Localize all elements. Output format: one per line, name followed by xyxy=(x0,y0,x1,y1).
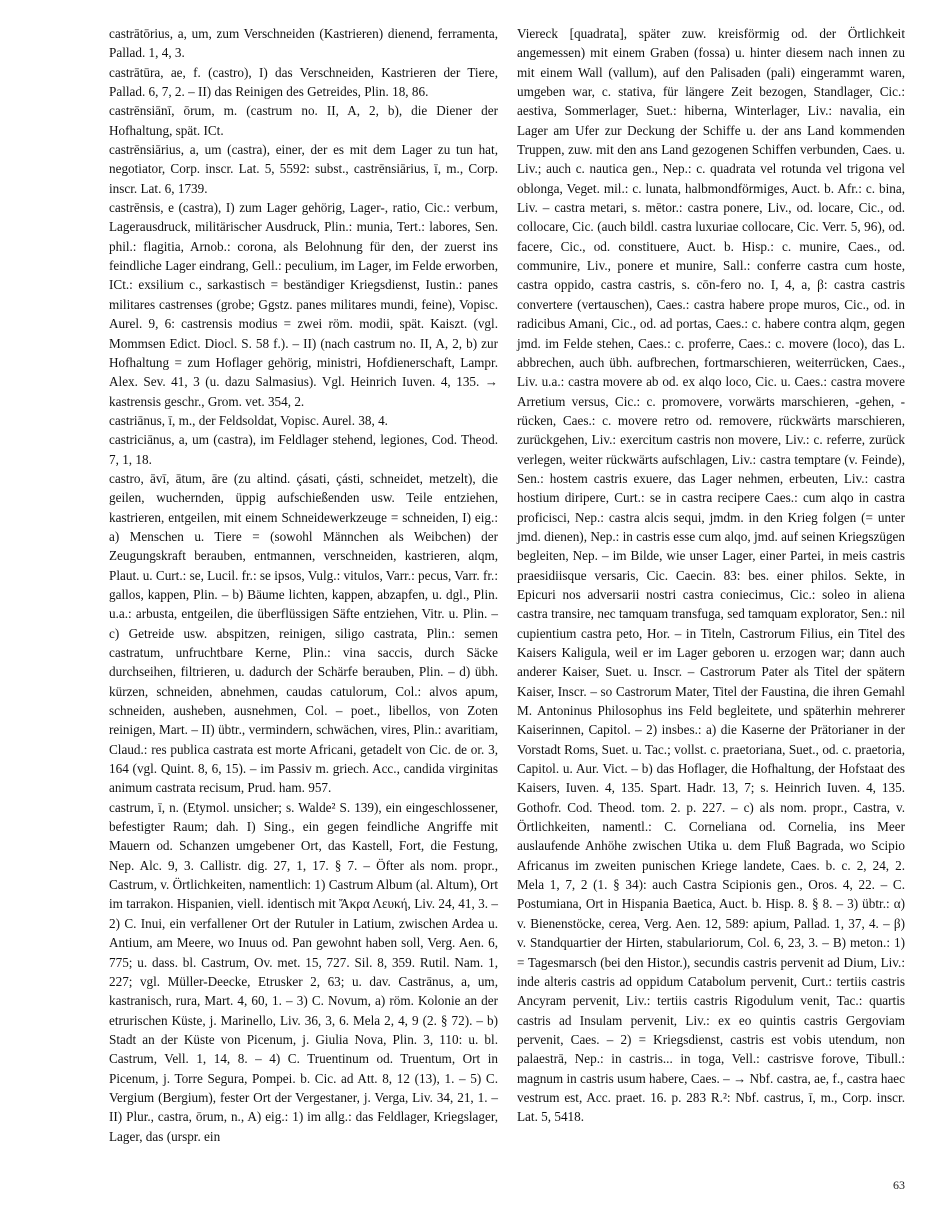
entry-castricianus: castriciānus, a, um (castra), im Feldlager stehend, legiones, Cod. Theod. 7, 1, 18. xyxy=(109,432,498,467)
entry-castrensiarius: castrēnsiārius, a, um (castra), einer, der es mit dem Lager zu tun hat, negotiator, Corp. inscr. Lat. 5, 5592: subst., castrēnsiārius, ī, m., Corp. inscr. Lat. 6, 1739. xyxy=(109,142,498,196)
left-column xyxy=(109,24,498,1146)
right-column xyxy=(517,24,905,1127)
entry-castro: castro, āvī, ātum, āre (zu altind. çásati, çásti, schneidet, metzelt), die geilen, wuchernden, üppig aufschießenden usw. Teile entziehen, kastrieren, entgeilen, mit einem Schneidewerkzeuge = schneiden, I) eig.: a) Menschen u. Tiere = (sowohl Männchen als Weibchen) der Zeugungskraft berauben, entmannen, verschneiden, kastrieren, alqm, Plaut. u. Curt.: se, Lucil. fr.: se ipsos, Vulg.: vitulos, Varr.: pecus, Varr. fr.: gallos, kappen, Plin. – b) Bäume lichten, kappen, abzapfen, u. dgl., Plin. u.a.: arbusta, entgeilen, die überflüssigen Säfte entziehen, Vitr. u. Plin. – c) Getreide usw. abspitzen, reinigen, siligo castrata, Plin.: semen castratum, unfruchtbare Kerne, Plin.: vina saccis, durch Säcke durchseihen, filtrieren, u. dadurch der Schärfe berauben, Plin. – d) übh. kürzen, schneiden, abnehmen, caudas catulorum, Col.: alvos apum, schneiden, ausheben, ausnehmen, Col. – poet., libellos, von Zoten reinigen, Mart. – II) übtr., vermindern, schwächen, vires, Plin.: avaritiam, Claud.: res publica castrata est morte Africani, getadelt von Cic. de or. 3, 164 (vgl. Quint. 8, 6, 15). – im Passiv m. griech. Acc., candida virginitas animum castrata recisum, Prud. ham. 957. xyxy=(109,470,498,796)
entry-castratura: castrātūra, ae, f. (castro), I) das Verschneiden, Kastrieren der Tiere, Pallad. 6, 7, 2. – II) das Reinigen des Getreides, Plin. 18, 86. xyxy=(109,64,498,100)
entry-castrum: castrum, ī, n. (Etymol. unsicher; s. Walde² S. 139), ein eingeschlossener, befestigter Raum; dah. I) Sing., ein gegen feindliche Angriffe mit Mauern od. Schanzen umgebener Ort, das Kastell, Fort, die Festung, Nep. Alc. 9, 3. Callistr. dig. 27, 1, 17. § 7. – Öfter als nom. propr., Castrum, v. Örtlichkeiten, namentlich: 1) Castrum Album (al. Altum), Ort im tarrakon. Hispanien, viell. identisch mit Ἄκρα Λευκή, Liv. 24, 41, 3. – 2) C. Inui, ein verfallener Ort der Rutuler in Latium, zwischen Ardea u. Antium, am Meere, wo Inuus od. Pan gewohnt haben soll, Verg. Aen. 6, 775; u. dass. bl. Castrum, Ov. met. 15, 727. Sil. 8, 359. Rutil. Nam. 1, 227; vgl. Müller-Deecke, Etrusker 2, 63; u. dav. Castrānus, a, um, kastranisch, rura, Mart. 4, 60, 1. – 3) C. Novum, a) röm. Kolonie an der etrurischen Küste, j. Marinello, Liv. 36, 3, 6. Mela 2, 4, 9 (2. § 72). – b) Stadt an der Küste von Picenum, j. Giulia Nova, Plin. 3, 110: u. bl. Castrum, Vell. 1, 14, 8. – 4) C. Truentinum od. Truentum, Ort in Picenum, j. Torre Segura, Pompei. b. Cic. ad Att. 8, 12 (13), 1. – 5) C. Vergium (Bergium), fester Ort der Vergestaner, j. Verga, Liv. 34, 21, 1. – II) Plur., castra, ōrum, n., A) eig.: 1) im allg.: das Feldlager, Kriegslager, Lager, das (urspr. ein xyxy=(109,799,498,1144)
entry-castrianus: castriānus, ī, m., der Feldsoldat, Vopisc. Aurel. 38, 4. xyxy=(109,412,388,428)
page-number: 63 xyxy=(893,1178,905,1192)
entry-castrensis: castrēnsis, e (castra), I) zum Lager gehörig, Lager-, ratio, Cic.: verbum, Lagerausdruck, militärischer Ausdruck, Plin.: munia, Tert.: labores, Sen. phil.: flagitia, Arnob.: corona, als Belohnung für den, der zuerst ins feindliche Lager eindrang, Gell.: peculium, im Lager, im Felde erworben, ICt.: exsilium c., sarkastisch = beständiger Kriegsdienst, Iustin.: panes militares castrenses (grobe; Ggstz. panes militares mundi, feine), Vopisc. Aurel. 9, 6: castrensis modius = zwei röm. modii, spät. Kaiszt. (vgl. Mommsen Edict. Diocl. S. 58 f.). – II) (nach castrum no. II, A, 2, b) zur Hofhaltung = zum Hoflager gehörig, ministri, Hofdienerschaft, Lampr. Alex. Sev. 41, 3 (u. dazu Salmasius). Vgl. Heinrich Iuven. 4, 135. → kastrensis geschr., Grom. vet. 354, 2. xyxy=(109,200,498,409)
entry-castrum-continued: Viereck [quadrata], später zuw. kreisförmig od. der Örtlichkeit angemessen) mit einem Graben (fossa) u. hinter diesem nach innen zu mit einem Wall (vallum), auf den Palisaden (pali) eingerammt waren, umgeben war, c. stativa, für längere Zeit bezogen, Standlager, Cic.: aestiva, Sommerlager, Suet.: hiberna, Winterlager, Liv.: navalia, ein Lager am Ufer zur Deckung der Schiffe u. der ans Land kommenden Truppen, zuw. mit den ans Land gezogenen Schiffen verbunden, Caes. u. Liv.; auch c. nautica gen., Nep.: c. quadrata vel rotunda vel trigona vel oblonga, Veget. mil.: c. lunata, halbmondförmiges, Auct. b. Afr.: c. bina, Liv. – castra metari, s. mētor.: castra ponere, Liv., od. locare, Cic., od. collocare, Cic. (auch bildl. castra luxuriae collocare, Cic. Verr. 5, 96), od. facere, Cic., od. constituere, Auct. b. Hisp.: c. munire, Caes., od. communire, Liv., ponere et munire, Sall.: conferre castra cum hoste, castra oppido, castra castris, s. cōn-fero no. I, 4, a, β: castra castris convertere (vertauschen), Caes.: castra habere prope muros, Cic., od. in radicibus Amani, Cic., od. ad portas, Caes.: c. habere contra alqm, gegen jmd. im Felde stehen, Caes.: c. proferre, Caes.: c. movere (loco), das L. abbrechen, auch übh. aufbrechen, fortmarschieren, weiterrücken, Caes., Liv. u.a.: castra movere ab od. ex alqo loco, Cic. u. Caes.: castra movere Arretium versus, Cic.: c. promovere, vorwärts marschieren, -gehen, -rücken, Caes.: c. movere retro od. removere, rückwärts marschieren, zurückgehen, Liv.: exercitum castris non movere, Liv.: c. referre, zurück verlegen, weiter rückwärts aufschlagen, Liv.: castra temptare (v. Feinde), Sen.: hostem castris exuere, das Lager nehmen, erbeuten, Liv.: castra hostium diripere, Curt.: se in castra recipere Caes.: cum alqo in castra proficisci, Nep.: castra alcis sequi, jmdm. in den Krieg folgen (= unter jmd. dienen), Nep.: in castris esse cum alqo, jmd. auf seinen Kriegszügen begleiten, Nep. – im Bilde, wie unser Lager, einer Partei, in meis castris praesidiisque versaris, Cic. Caecin. 83: bes. einer philos. Sekte, in Epicuri nos adversarii nostri castra coniecimus, Cic.: soleo in aliena castra transire, nec tamquam transfuga, sed tamquam explorator, Sen.: nil cupientium castra peto, Hor. – in Titeln, Castrorum Filius, ein Titel des Kaisers Kaligula, weil er im Lager geboren u. erzogen war; dann auch anderer Kaiser, Suet. u. Inscr. – Castrorum Pater als Titel der spätern Kaiser, Inscr. – so Castrorum Mater, Titel der Faustina, die ihren Gemahl M. Antoninus Philosophus ins Feld begleitete, und späterhin mehrerer Kaiserinnen, Capitol. – 2) insbes.: a) die Kaserne der Prätorianer in der Vorstadt Roms, Suet. u. Tac.; vollst. c. praetoriana, Suet., od. c. praetoria, Capitol. u. Aur. Vict. – b) das Hoflager, die Hofhaltung, der Hofstaat des Kaisers, Iuven. 4, 135. Spart. Hadr. 13, 7; s. Heinrich Iuven. 4, 135. Gothofr. Cod. Theod. tom. 2. p. 227. – c) als nom. propr., Castra, v. Örtlichkeiten, namentl.: C. Corneliana od. Cornelia, ins Meer auslaufende Anhöhe zwischen Utika u. dem Fluß Bagrada, wo Scipio Africanus im zweiten punischen Kriege landete, Caes. b. c. 2, 24, 2. Mela 1, 7, 2 (1. § 34): auch Castra Scipionis gen., Oros. 4, 22. – C. Postumiana, Ort in Hispania Baetica, Auct. b. Hisp. 8. § 8. – 3) übtr.: α) v. Bienenstöcke, cerea, Verg. Aen. 12, 589: apium, Pallad. 1, 37, 4. – β) v. Standquartier der Hirten, stabulariorum, Col. 6, 23, 3. – B) meton.: 1) = Tagesmarsch (bei den Histor.), secundis castris pervenit ad Dium, Liv.: inde alteris castris ad oppidum Catabolum pervenit, Curt.: tertiis castris Ancyram pervenit, Liv.: tertiis castris Rigodulum venit, Tac.: quartis castris ad Insulam pervenit, Liv.: ex eo quintis castris Gergoviam pervenit, Caes. – 2) = Kriegsdienst, castris est vobis utendum, non palaestrā, Nep.: in castris... in toga, Vell.: castrisve forove, Tibull.: magnum in castris usum habere, Caes. – → Nbf. castra, ae, f., castra haec vestrum est, Acc. praet. 16. p. 283 R.²: Nbf. castrus, ī, m., Corp. inscr. Lat. 5, 5418. xyxy=(517,26,905,1125)
entry-castrensiani: castrēnsiānī, ōrum, m. (castrum no. II, A, 2, b), die Diener der Hofhaltung, spät. ICt. xyxy=(109,103,498,138)
entry-castratorius: castrātōrius, a, um, zum Verschneiden (Kastrieren) dienend, ferramenta, Pallad. 1, 4, 3. xyxy=(109,26,498,61)
